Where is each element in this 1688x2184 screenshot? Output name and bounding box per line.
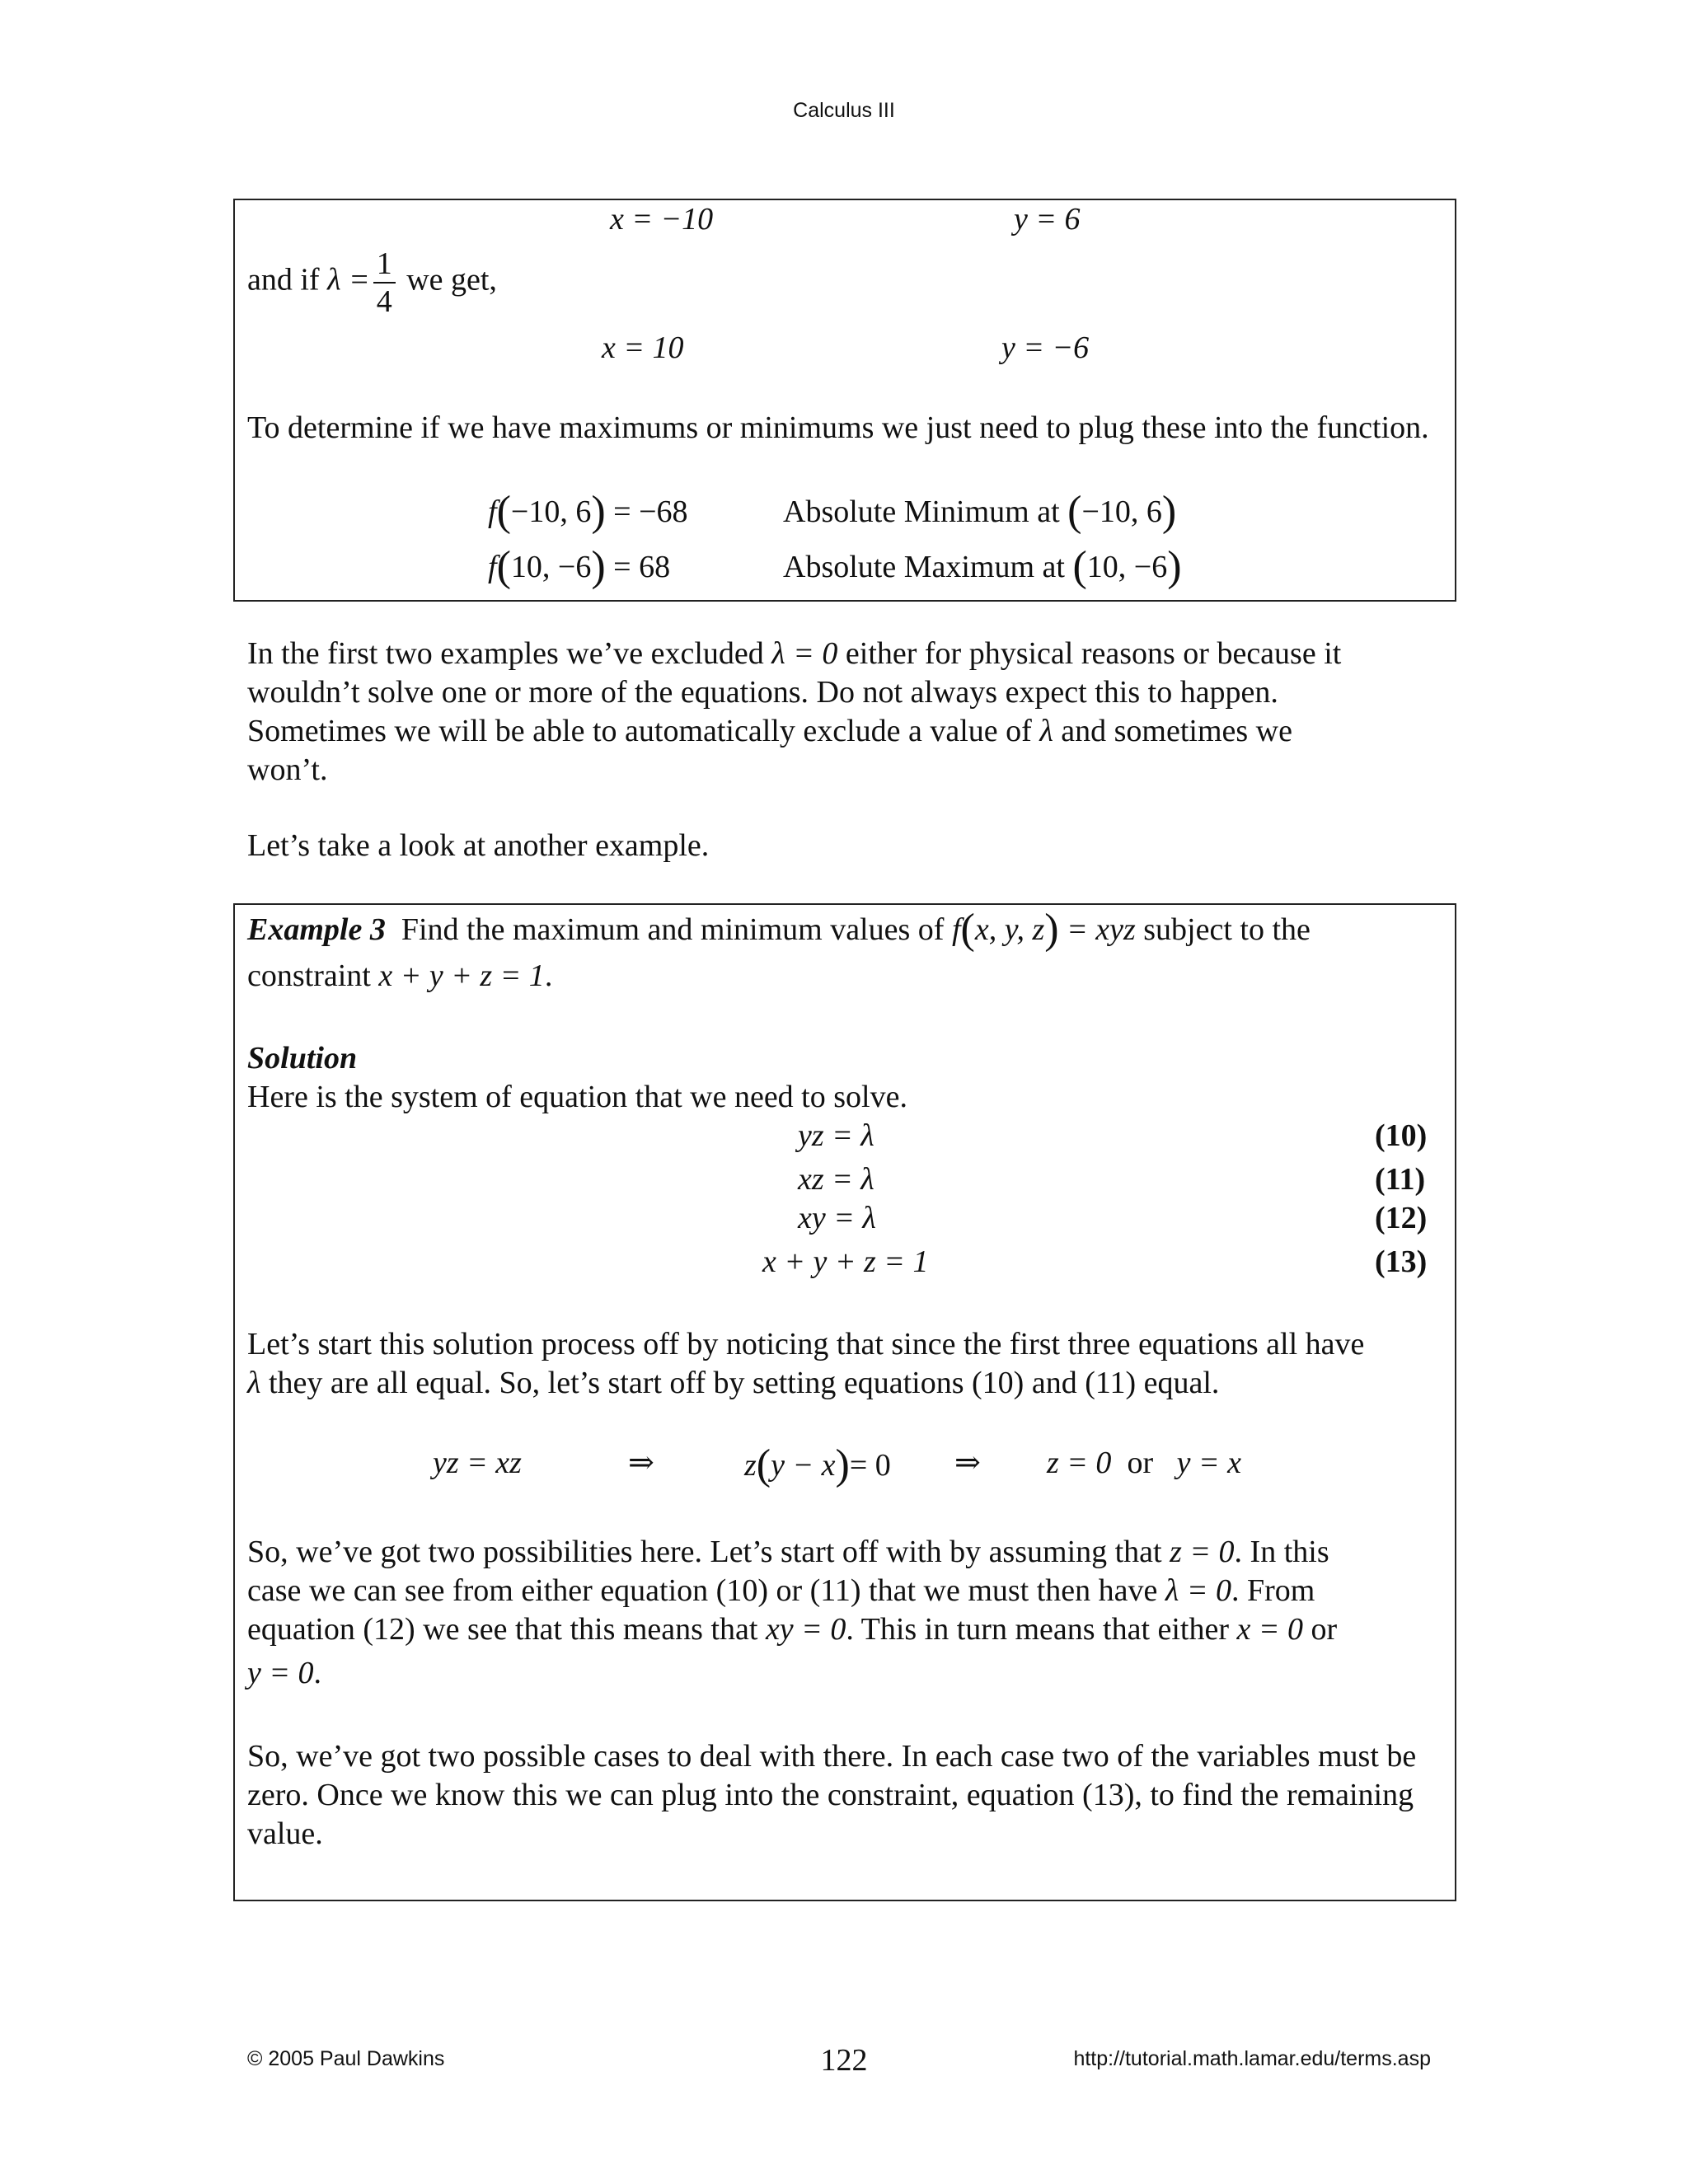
sol-p1-line-1: Let’s start this solution process off by noticing that since the first three equations all have xyxy=(247,1327,1365,1361)
eval2-args: 10, −6 xyxy=(510,550,592,584)
abs-min-row: Absolute Minimum at (−10, 6) xyxy=(783,488,1177,535)
solution-intro: Here is the system of equation that we need to solve. xyxy=(247,1080,907,1114)
sol-p2-line-1: So, we’ve got two possibilities here. Let’s start off with by assuming that z = 0. In this xyxy=(247,1535,1329,1569)
box1-paragraph: To determine if we have maximums or minimums we just need to plug these into the function. xyxy=(247,410,1429,445)
eq-y-6: y = 6 xyxy=(1014,202,1081,237)
example-line-2: constraint x + y + z = 1. xyxy=(247,958,553,993)
frac-denominator: 4 xyxy=(376,284,392,319)
footer-copyright: © 2005 Paul Dawkins xyxy=(247,2047,445,2070)
eq-x-neg10: x = −10 xyxy=(610,202,714,237)
example-rhs: = xyz xyxy=(1067,912,1136,947)
fraction-one-quarter xyxy=(373,246,396,320)
eval1-f: f xyxy=(488,494,497,529)
frac-numerator: 1 xyxy=(373,246,396,284)
eq-x-10: x = 10 xyxy=(602,330,684,365)
constraint-eq: x + y + z = 1 xyxy=(378,958,545,993)
implies-arrow-2: ⇒ xyxy=(954,1446,981,1480)
solution-label: Solution xyxy=(247,1041,358,1076)
example-label: Example 3 xyxy=(247,912,386,947)
lambda-inline-2: λ xyxy=(247,1366,261,1400)
eval2-f: f xyxy=(488,550,497,584)
sol-p2-line-2: case we can see from either equation (10) or (11) that we must then have λ = 0. From xyxy=(247,1573,1315,1608)
mid-line-2: wouldn’t solve one or more of the equations. Do not always expect this to happen. xyxy=(247,675,1278,710)
eq-12-tag: (12) xyxy=(1375,1201,1428,1235)
sol-p1-line-2: λ they are all equal. So, let’s start off by setting equations (10) and (11) equal. xyxy=(247,1366,1220,1400)
lambda-eq: λ = xyxy=(327,262,370,298)
and-if-lambda-line xyxy=(247,246,497,320)
abs-min-point: −10, 6 xyxy=(1081,494,1162,529)
eval2-value: = 68 xyxy=(613,550,671,584)
mid-line-1: In the first two examples we’ve excluded λ = 0 either for physical reasons or because it xyxy=(247,636,1342,671)
mid-paragraph-1 xyxy=(247,635,1451,790)
eq-y-neg6: y = −6 xyxy=(1001,330,1090,365)
example-line-1: Example 3 Find the maximum and minimum values of f(x, y, z) = xyz subject to the xyxy=(247,906,1311,953)
eq-10: yz = λ xyxy=(798,1118,874,1153)
example-f: f xyxy=(951,912,961,947)
solution-paragraph-3: So, we’ve got two possible cases to deal with there. In each case two of the variables must be zero. Once we know this we can plug into the constraint, equation (13), to find the remaining value. xyxy=(247,1739,1417,1851)
eq-12: xy = λ xyxy=(798,1201,876,1235)
chain-eq-1: yz = xz xyxy=(433,1446,522,1480)
eval-max-row: f(10, −6) = 68 xyxy=(488,543,671,590)
lambda-zero-inline: λ = 0 xyxy=(771,636,838,671)
sol-p2-line-4: y = 0. xyxy=(247,1656,322,1690)
chain-eq-2-inner: y − x xyxy=(771,1448,836,1483)
example-args: x, y, z xyxy=(974,912,1045,947)
abs-max-row: Absolute Maximum at (10, −6) xyxy=(783,543,1182,590)
eval-min-row: f(−10, 6) = −68 xyxy=(488,488,688,535)
page-header-title: Calculus III xyxy=(793,99,895,122)
eq-10-tag: (10) xyxy=(1375,1118,1428,1153)
eq-11: xz = λ xyxy=(798,1162,874,1197)
example-3-statement xyxy=(247,907,1451,999)
abs-max-label: Absolute Maximum at xyxy=(783,550,1065,584)
chain-eq-3: z = 0 or y = x xyxy=(1047,1446,1241,1480)
footer-page-number: 122 xyxy=(820,2043,868,2078)
lambda-inline: λ xyxy=(1039,714,1053,748)
solution-paragraph-1 xyxy=(247,1325,1459,1403)
implies-arrow-1: ⇒ xyxy=(628,1446,654,1480)
abs-max-point: 10, −6 xyxy=(1086,550,1168,584)
footer-url: http://tutorial.math.lamar.edu/terms.asp xyxy=(1073,2047,1431,2070)
mid-line-3: Sometimes we will be able to automatically exclude a value of λ and sometimes we xyxy=(247,714,1292,748)
eq-13: x + y + z = 1 xyxy=(762,1244,929,1279)
mid-paragraph-2: Let’s take a look at another example. xyxy=(247,828,710,863)
solution-paragraph-2 xyxy=(247,1533,1459,1693)
eval1-value: = −68 xyxy=(613,494,688,529)
chain-eq-2: z(y − x)= 0 xyxy=(744,1441,891,1488)
eq-13-tag: (13) xyxy=(1375,1244,1428,1279)
and-if-text: and if xyxy=(247,262,320,298)
mid-line-4: won’t. xyxy=(247,752,328,787)
abs-min-label: Absolute Minimum at xyxy=(783,494,1060,529)
sol-p2-line-3: equation (12) we see that this means that xy = 0. This in turn means that either x = 0 or xyxy=(247,1612,1338,1647)
we-get-text: we get, xyxy=(406,262,497,298)
eq-11-tag: (11) xyxy=(1375,1162,1426,1197)
eval1-args: −10, 6 xyxy=(510,494,592,529)
